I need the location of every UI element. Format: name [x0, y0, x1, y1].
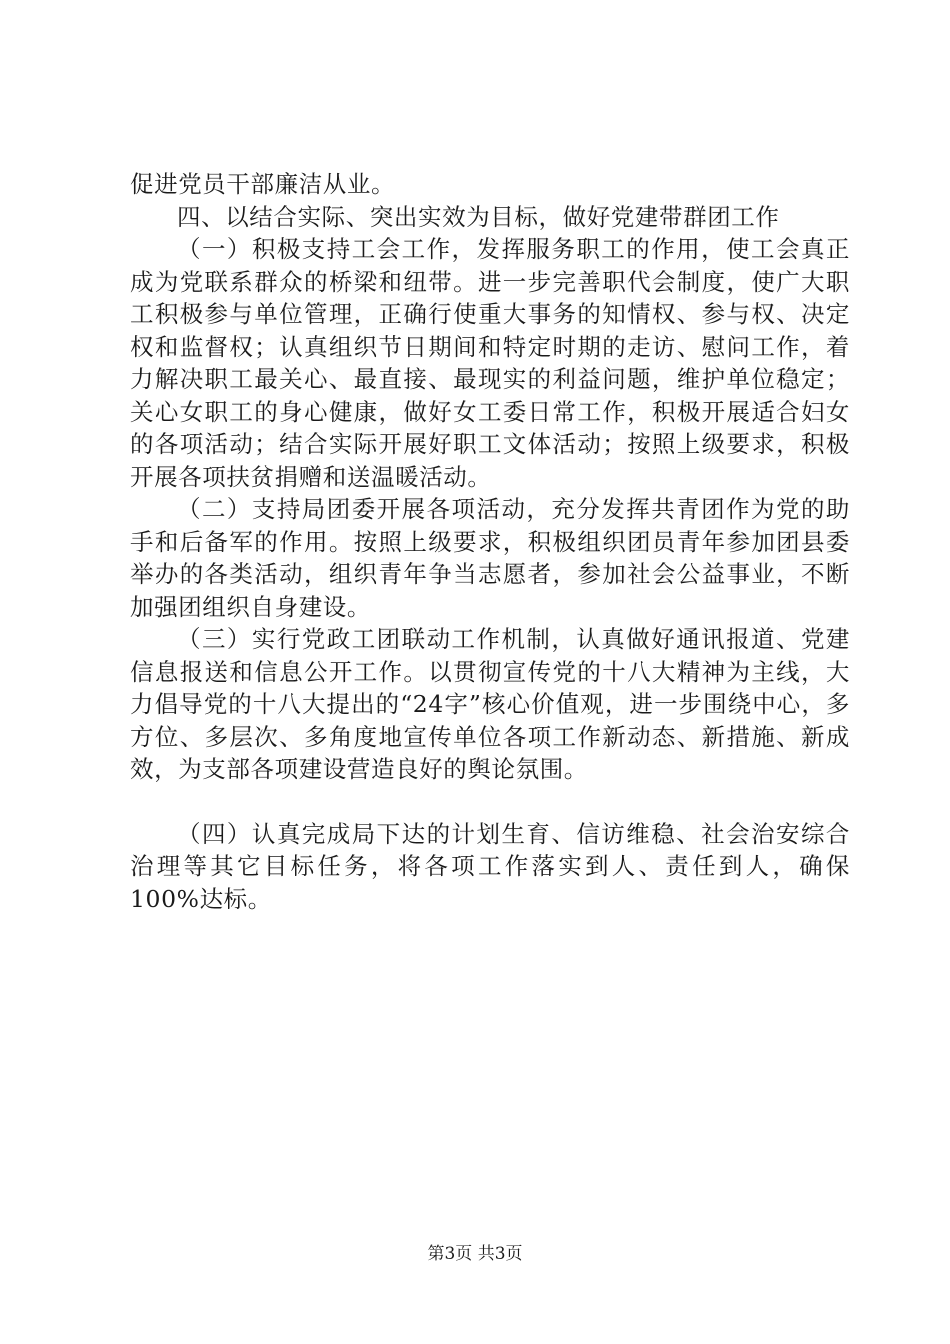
section-heading: 四、以结合实际、突出实效为目标，做好党建带群团工作 — [177, 202, 780, 231]
paragraph-item-2: （二）支持局团委开展各项活动，充分发挥共青团作为党的助手和后备军的作用。按照上级要求，积极组织团员青年参加团县委举办的各类活动，组织青年争当志愿者，参加社会公益事业，不断加强团组织自身建设。 — [130, 495, 850, 621]
paragraph-item-4: （四）认真完成局下达的计划生育、信访维稳、社会治安综合治理等其它目标任务，将各项工作落实到人、责任到人，确保100%达标。 — [130, 819, 850, 913]
paragraph-item-3: （三）实行党政工团联动工作机制，认真做好通讯报道、党建信息报送和信息公开工作。以贯彻宣传党的十八大精神为主线，大力倡导党的十八大提出的“24字”核心价值观，进一步围绕中心，多方位、多层次、多角度地宣传单位各项工作新动态、新措施、新成效，为支部各项建设营造良好的舆论氛围。 — [130, 625, 850, 783]
paragraph-continuation: 促进党员干部廉洁从业。 — [130, 170, 396, 198]
page-footer: 第3页 共3页 — [427, 1244, 523, 1264]
paragraph-item-1: （一）积极支持工会工作，发挥服务职工的作用，使工会真正成为党联系群众的桥梁和纽带。进一步完善职代会制度，使广大职工积极参与单位管理，正确行使重大事务的知情权、参与权、决定权和监督权；认真组织节日期间和特定时期的走访、慰问工作，着力解决职工最关心、最直接、最现实的利益问题，维护单位稳定；关心女职工的身心健康，做好女工委日常工作，积极开展适合妇女的各项活动；结合实际开展好职工文体活动；按照上级要求，积极开展各项扶贫捐赠和送温暖活动。 — [130, 235, 850, 491]
document-body — [130, 168, 850, 915]
